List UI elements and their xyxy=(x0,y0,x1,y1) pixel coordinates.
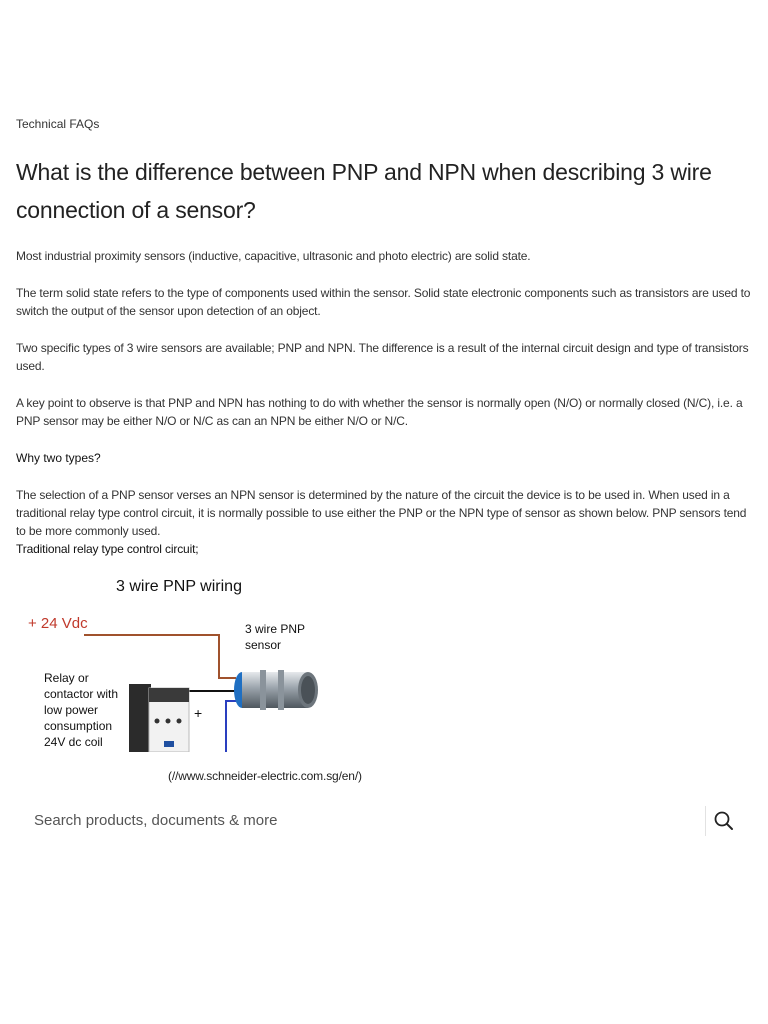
search-divider xyxy=(705,806,706,836)
diagram-title: 3 wire PNP wiring xyxy=(116,578,242,595)
relay-label xyxy=(44,671,118,749)
paragraph-key-point: A key point to observe is that PNP and NPN has nothing to do with whether the sensor is normally open (N/O) or normally closed (N/C), i.e. a PNP sensor may be either N/O or N/C as can an NPN be either N/O or N/C. xyxy=(16,396,743,428)
page-title: What is the difference between PNP and NPN when describing 3 wire connection of a sensor? xyxy=(16,159,712,223)
search-input[interactable] xyxy=(34,806,674,834)
svg-text:low power: low power xyxy=(44,703,99,717)
svg-text:Relay or: Relay or xyxy=(44,671,89,685)
brown-wire xyxy=(84,635,236,678)
svg-text:24V dc coil: 24V dc coil xyxy=(44,735,103,749)
svg-text:consumption: consumption xyxy=(44,719,113,733)
footer-site-link[interactable]: (//www.schneider-electric.com.sg/en/) xyxy=(168,769,362,783)
paragraph-solid-state-sensors: Most industrial proximity sensors (inductive, capacitive, ultrasonic and photo electric) are solid state. xyxy=(16,249,531,263)
svg-text:contactor with: contactor with xyxy=(44,687,119,701)
paragraph-solid-state-definition: The term solid state refers to the type of components used within the sensor. Solid state electronic components such as transistors are used to switch the output of the sensor upon detection of an object. xyxy=(16,286,751,318)
paragraph-sensor-types: Two specific types of 3 wire sensors are available; PNP and NPN. The difference is a result of the internal circuit design and type of transistors used. xyxy=(16,341,749,373)
pnp-wiring-diagram xyxy=(16,566,320,752)
sensor-icon xyxy=(234,670,318,710)
contactor-icon xyxy=(129,684,189,752)
article xyxy=(16,117,752,752)
sensor-label-line1: 3 wire PNP xyxy=(245,622,306,636)
search-icon xyxy=(711,808,737,834)
supply-label: + 24 Vdc xyxy=(28,615,88,632)
search-button[interactable] xyxy=(711,808,737,834)
breadcrumb[interactable]: Technical FAQs xyxy=(16,117,100,131)
sensor-label-line2: sensor xyxy=(245,638,282,652)
diagram-caption: Traditional relay type control circuit; xyxy=(16,542,199,556)
plus-sign: + xyxy=(194,705,203,721)
paragraph-selection: The selection of a PNP sensor verses an NPN sensor is determined by the nature of the circuit the device is to be used in. When used in a traditional relay type control circuit, it is normally possible to use either the PNP or the NPN type of sensor as shown below. PNP sensors tend to be more commonly used. xyxy=(16,488,747,538)
search-bar xyxy=(0,800,768,840)
why-two-types-heading: Why two types? xyxy=(16,451,101,465)
blue-wire xyxy=(226,701,236,752)
